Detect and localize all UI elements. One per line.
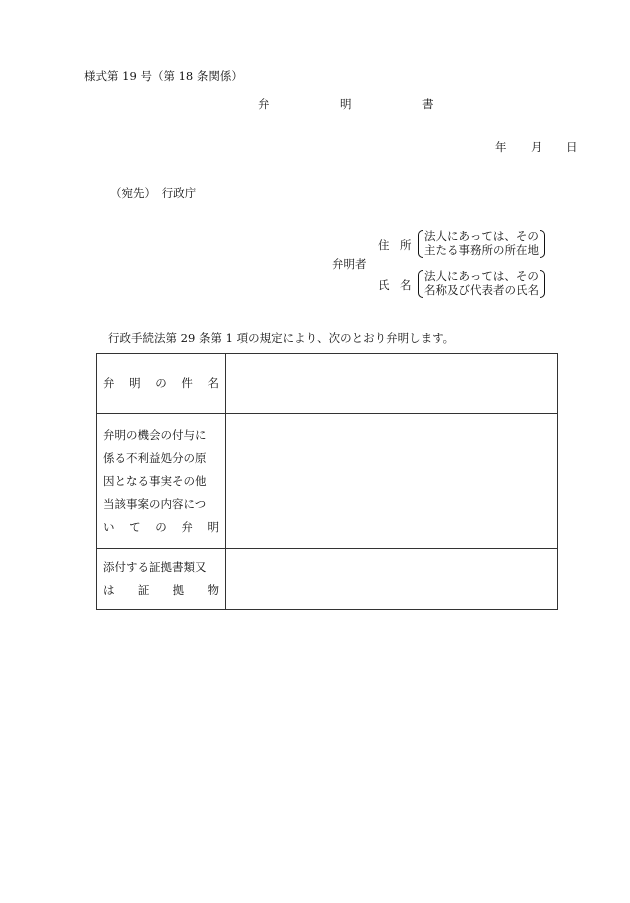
explanation-label-line: [103, 516, 219, 539]
table-row: [97, 414, 558, 549]
form-number: 様式第 19 号（第 18 条関係）: [84, 69, 243, 83]
date-year-label: 年: [495, 140, 507, 154]
name-row: [372, 269, 572, 299]
name-label-1: 氏: [378, 278, 390, 292]
table-row: [97, 354, 558, 414]
label-char: て: [129, 519, 141, 534]
title-char-2: 明: [340, 97, 352, 111]
explanation-label-cell: [97, 414, 226, 549]
subject-input-cell[interactable]: [226, 354, 558, 414]
name-label-2: 名: [400, 278, 412, 292]
label-char: の: [155, 519, 167, 534]
label-char: 弁: [103, 376, 115, 390]
label-char: の: [155, 376, 167, 390]
label-char: 弁: [181, 519, 193, 534]
label-char: 物: [207, 583, 219, 597]
name-note-line-2: 名称及び代表者の氏名: [424, 283, 539, 297]
subject-label-cell: [97, 354, 226, 414]
label-char: 明: [207, 519, 219, 534]
right-bracket-icon: [540, 230, 545, 258]
address-note-line-2: 主たる事務所の所在地: [424, 243, 539, 257]
address-row: [372, 229, 572, 259]
evidence-label-line: [103, 579, 219, 602]
explanation-input-cell[interactable]: [226, 414, 558, 549]
submitter-label: 弁明者: [332, 257, 367, 271]
explanation-label-line: 弁明の機会の付与に: [103, 427, 207, 442]
name-note-line-1: 法人にあっては、その: [424, 269, 539, 283]
left-bracket-icon: [418, 230, 423, 258]
document-title: [258, 96, 438, 110]
label-char: い: [103, 519, 115, 534]
name-note: [420, 269, 543, 297]
right-bracket-icon: [540, 270, 545, 298]
explanation-label-line: 因となる事実その他: [103, 473, 207, 488]
label-char: 明: [129, 376, 141, 390]
table-row: [97, 549, 558, 610]
address-label-2: 所: [400, 238, 412, 252]
label-char: 件: [181, 376, 193, 390]
date-day-label: 日: [566, 140, 578, 154]
evidence-input-cell[interactable]: [226, 549, 558, 610]
explanation-label-line: 当該事案の内容につ: [103, 496, 207, 511]
date-month-label: 月: [531, 140, 543, 154]
label-char: 証: [137, 583, 150, 597]
label-char: 拠: [172, 583, 185, 597]
subject-label: [103, 372, 219, 395]
explanation-table: [96, 353, 558, 610]
title-char-3: 書: [422, 97, 434, 111]
addressee: （宛先） 行政庁: [110, 186, 197, 200]
explanation-label-line: 係る不利益処分の原: [103, 450, 207, 465]
label-char: 名: [207, 376, 219, 390]
address-label-1: 住: [378, 238, 390, 252]
evidence-label-line: 添付する証拠書類又: [103, 560, 207, 574]
address-note: [420, 229, 543, 257]
label-char: は: [103, 583, 115, 597]
address-note-line-1: 法人にあっては、その: [424, 229, 539, 243]
intro-text: 行政手続法第 29 条第 1 項の規定により、次のとおり弁明します。: [108, 331, 455, 345]
left-bracket-icon: [418, 270, 423, 298]
date-line: [0, 139, 630, 153]
title-char-1: 弁: [258, 97, 270, 111]
evidence-label-cell: [97, 549, 226, 610]
